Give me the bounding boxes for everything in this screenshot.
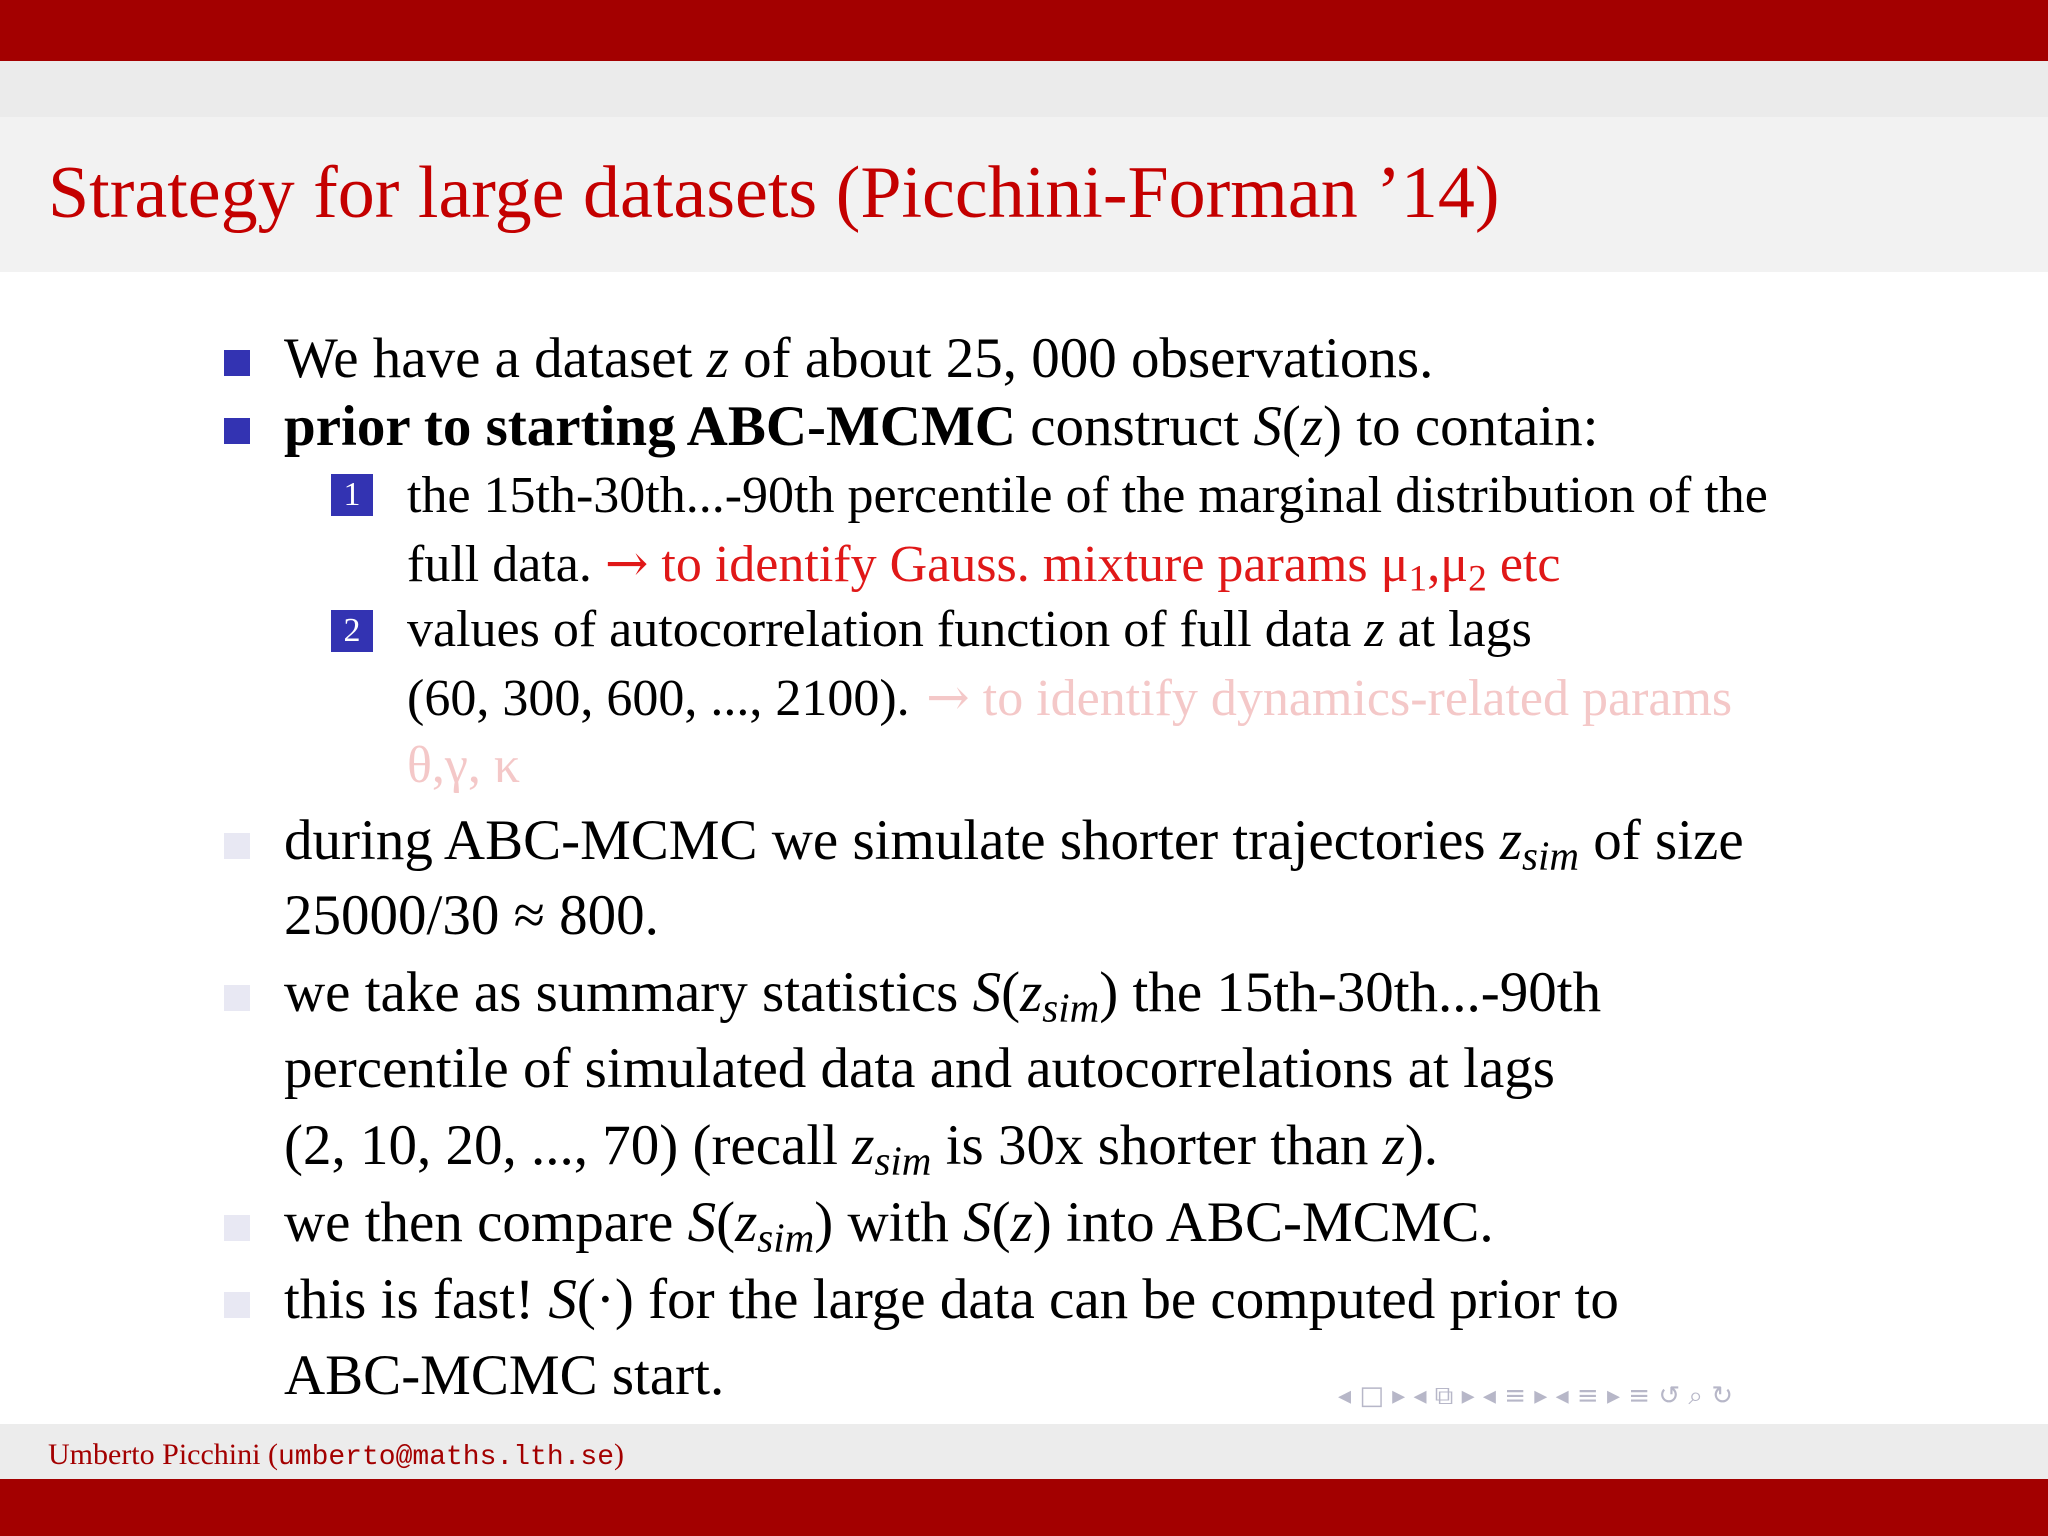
sim-subscript: sim (874, 1137, 932, 1184)
bullet-6-text: this is fast! (284, 1268, 549, 1331)
mu2-symbol: ,μ (1427, 536, 1469, 593)
var-z: z (1020, 961, 1043, 1024)
bullet-6-text-end: for the large data can be computed prior to (633, 1268, 1619, 1331)
bullet-3-text: during ABC-MCMC we simulate shorter trajectories (284, 809, 1500, 872)
var-z: z (852, 1114, 875, 1177)
bullet-4-text: we take as summary statistics (284, 961, 973, 1024)
func-s: S (548, 1268, 577, 1331)
bullet-square-icon (224, 1292, 250, 1318)
var-z: z (1499, 809, 1523, 872)
bullet-3-text-end: of size (1579, 809, 1744, 872)
bullet-4-line3 (284, 1114, 1439, 1184)
bullet-2 (284, 395, 1599, 458)
bullet-4-text-4: is 30x shorter than (931, 1114, 1383, 1177)
paren-close: ) (814, 1191, 834, 1254)
var-z: z (1300, 395, 1324, 458)
etc-text: etc (1486, 536, 1561, 593)
bullet-square-icon (224, 350, 250, 376)
paren-close: ) (1032, 1191, 1052, 1254)
paren-open: ( (716, 1191, 736, 1254)
sub-item-2-text-end: at lags (1384, 601, 1532, 658)
bullet-1-text: We have a dataset (284, 327, 707, 390)
sub-item-2-line1 (407, 601, 1532, 658)
var-z: z (735, 1191, 758, 1254)
func-s: S (972, 961, 1002, 1024)
bullet-1 (284, 327, 1434, 390)
paren-open: ( (260, 1438, 278, 1471)
arrow-icon: → (909, 668, 970, 728)
bullet-6-line2: ABC-MCMC start. (284, 1344, 725, 1407)
paren-open: ( (1281, 395, 1301, 458)
bottom-bar (0, 1479, 2048, 1536)
bullet-2-text: construct (1015, 395, 1254, 458)
enum-number-2: 2 (331, 610, 373, 652)
paren-close: ) (1099, 961, 1119, 1024)
var-z: z (706, 327, 729, 390)
func-s: S (687, 1191, 717, 1254)
bullet-2-bold: prior to starting ABC-MCMC (284, 395, 1016, 458)
bullet-square-icon (224, 985, 250, 1011)
paren-open: ( (1001, 961, 1021, 1024)
arrow-icon: → (604, 534, 649, 594)
bullet-5-text: we then compare (284, 1191, 688, 1254)
cdot-argument: (·) (576, 1268, 634, 1331)
bullet-3-line1 (284, 809, 1744, 879)
slide-title: Strategy for large datasets (Picchini-Forman ’14) (48, 152, 1500, 234)
bullet-5 (284, 1191, 1494, 1261)
bullet-5-text-end: into ABC-MCMC. (1051, 1191, 1494, 1254)
bullet-square-icon (224, 1215, 250, 1241)
paren-close: ) (1323, 395, 1343, 458)
bullet-4-text-3: (2, 10, 20, ..., 70) (recall (284, 1114, 853, 1177)
beamer-nav-icons[interactable]: ◂ □ ▸ ◂ ⧉ ▸ ◂ ≡ ▸ ◂ ≡ ▸ ≡ ↺ ⌕ ↻ (1338, 1381, 1733, 1411)
bullet-square-icon (224, 833, 250, 859)
sim-subscript: sim (757, 1214, 815, 1261)
bullet-5-with: with (833, 1191, 964, 1254)
paren-open: ( (991, 1191, 1011, 1254)
sub-item-1-highlight: to identify Gauss. mixture params μ (648, 536, 1409, 593)
sub-item-2-text: values of autocorrelation function of full data (407, 601, 1365, 658)
author-name: Umberto Picchini (48, 1438, 261, 1471)
bullet-6-line1 (284, 1268, 1619, 1331)
bullet-4-text-end: ). (1404, 1114, 1439, 1177)
bullet-3-line2: 25000/30 ≈ 800. (284, 884, 659, 947)
footer-author (48, 1438, 624, 1473)
enum-number-1: 1 (331, 474, 373, 516)
sub-item-2-faded: to identify dynamics-related params (969, 670, 1733, 727)
sim-subscript: sim (1042, 984, 1100, 1031)
sub-item-2-line2 (407, 668, 1733, 728)
sub-item-2-line3: θ,γ, κ (407, 737, 521, 794)
sub-item-1-line1: the 15th-30th...-90th percentile of the marginal distribution of the (407, 467, 1768, 524)
bullet-2-text-end: to contain: (1342, 395, 1599, 458)
bullet-1-text-end: of about 25, 000 observations. (728, 327, 1434, 390)
lags-tuple: (60, 300, 600, ..., 2100). (407, 670, 910, 727)
paren-close: ) (614, 1438, 625, 1471)
sub-item-1-line2 (407, 534, 1561, 600)
mu2-subscript: 2 (1468, 558, 1487, 600)
func-s: S (963, 1191, 992, 1254)
mu1-subscript: 1 (1408, 558, 1428, 600)
sub-item-1-text: full data. (407, 536, 605, 593)
var-z: z (1382, 1114, 1405, 1177)
bullet-4-text-end: the 15th-30th...-90th (1118, 961, 1602, 1024)
bullet-4-line2: percentile of simulated data and autocorrelations at lags (284, 1037, 1555, 1100)
bullet-4-line1 (284, 961, 1602, 1031)
var-z: z (1364, 601, 1385, 658)
sim-subscript: sim (1522, 832, 1580, 879)
func-s: S (1253, 395, 1282, 458)
bullet-square-icon (224, 418, 250, 444)
author-email: umberto@maths.lth.se (277, 1442, 615, 1473)
var-z: z (1010, 1191, 1033, 1254)
